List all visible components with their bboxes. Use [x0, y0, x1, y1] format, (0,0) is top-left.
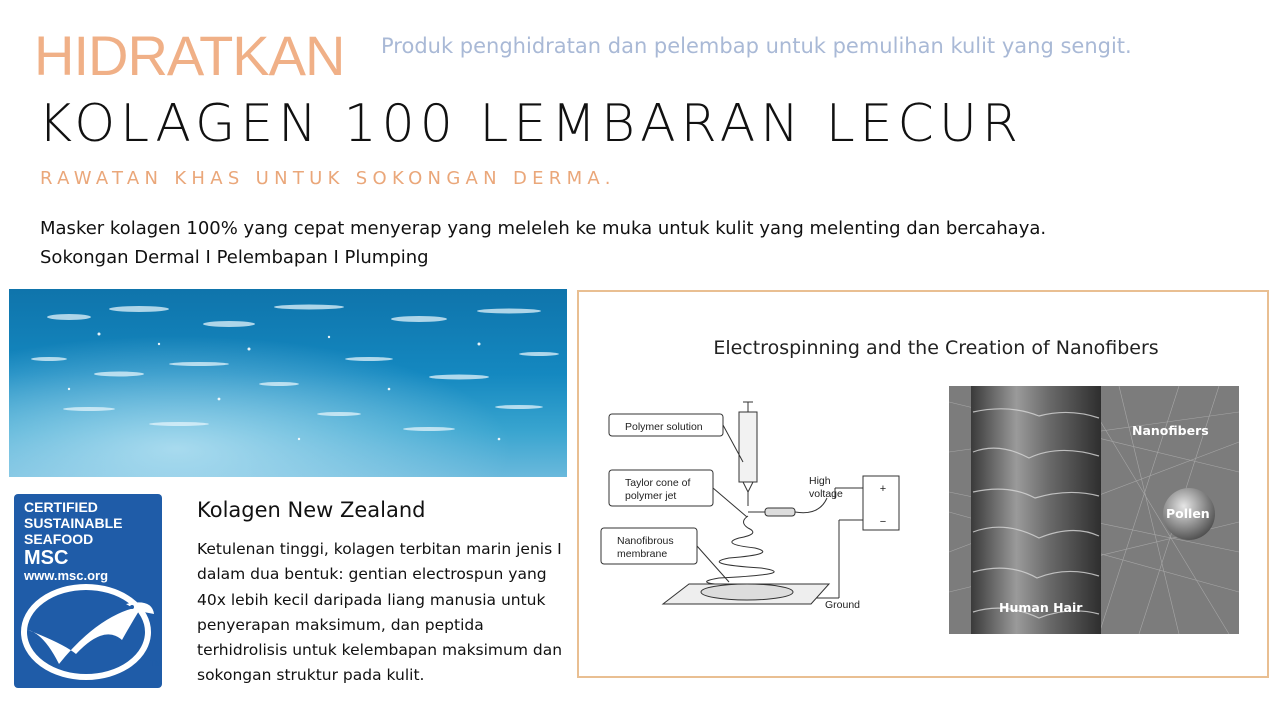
label-pollen: Pollen	[1166, 506, 1210, 521]
sem-micrograph	[949, 386, 1239, 634]
label-nanofibers: Nanofibers	[1132, 423, 1209, 438]
description-line-1: Masker kolagen 100% yang cepat menyerap yang meleleh ke muka untuk kulit yang melenting dan bercahaya.	[40, 218, 1047, 239]
section-title: Kolagen New Zealand	[197, 498, 426, 522]
msc-line-2: SUSTAINABLE	[24, 515, 123, 531]
msc-brand: MSC	[24, 547, 69, 569]
label-membrane-1: Nanofibrous	[617, 535, 674, 547]
underwater-photo	[9, 289, 567, 477]
label-high-1: High	[809, 475, 831, 487]
plus-sign: +	[879, 483, 887, 495]
page-subtitle: RAWATAN KHAS UNTUK SOKONGAN DERMA.	[40, 168, 616, 189]
minus-sign: −	[879, 516, 887, 528]
msc-line-1: CERTIFIED	[24, 499, 98, 515]
product-description	[40, 214, 1240, 272]
eyebrow-heading: HIDRATKAN	[34, 24, 345, 87]
label-taylor-cone-2: polymer jet	[625, 490, 677, 502]
label-taylor-cone-1: Taylor cone of	[625, 477, 691, 489]
msc-url: www.msc.org	[24, 568, 109, 583]
label-polymer-solution: Polymer solution	[625, 421, 703, 433]
description-line-2: Sokongan Dermal I Pelembapan I Plumping	[40, 247, 429, 268]
label-human-hair: Human Hair	[999, 600, 1083, 615]
msc-certified-logo	[14, 494, 162, 688]
label-ground: Ground	[825, 599, 861, 611]
page-title: KOLAGEN 100 LEMBARAN LECUR	[38, 94, 1024, 154]
msc-tm: TM	[150, 659, 162, 668]
msc-line-3: SEAFOOD	[24, 531, 94, 547]
tagline: Produk penghidratan dan pelembap untuk pemulihan kulit yang sengit.	[381, 34, 1132, 58]
diagram-title: Electrospinning and the Creation of Nanofibers	[713, 337, 1159, 359]
label-high-2: voltage	[809, 488, 843, 500]
label-membrane-2: membrane	[617, 548, 668, 560]
electrospinning-diagram	[577, 290, 1269, 678]
section-body: Ketulenan tinggi, kolagen terbitan marin jenis I dalam dua bentuk: gentian electrospun yang 40x lebih kecil daripada liang manusia untuk penyerapan maksimum, dan peptida terhidrolisis untuk kelembapan maksimum dan sokongan struktur pada kulit.	[197, 540, 563, 685]
